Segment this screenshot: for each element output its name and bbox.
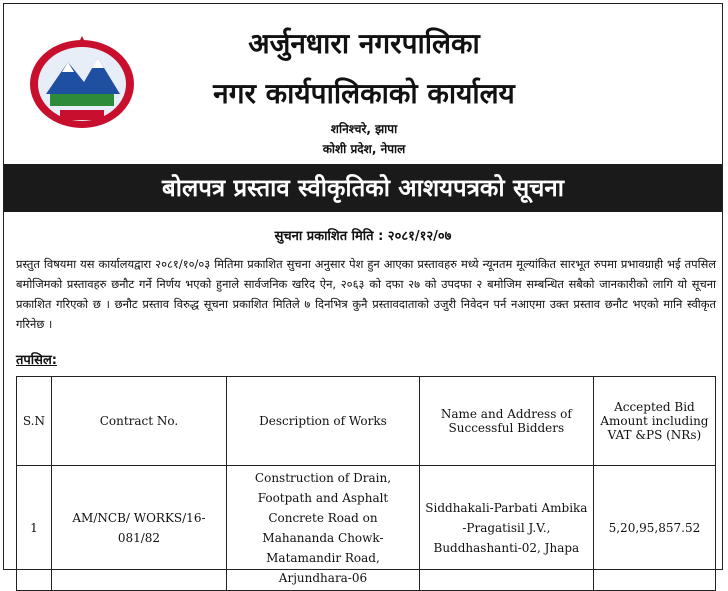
header-bidder: Name and Address of Successful Bidders [419, 377, 593, 466]
cell-bidder: Siddhakali-Parbati Ambika -Pragatisil J.V., Buddhashanti-02, Jhapa [419, 466, 593, 591]
notice-page [3, 3, 723, 585]
address-line-1: शनिश्चरे, झापा [330, 122, 398, 136]
nepal-emblem-icon [26, 32, 138, 130]
cell-contract: AM/NCB/ WORKS/16-081/82 [51, 466, 226, 591]
header-amount: Accepted Bid Amount including VAT &PS (NRs) [593, 377, 715, 466]
table-header-row [17, 377, 716, 466]
cell-description: Construction of Drain, Footpath and Asphalt Concrete Road on Mahananda Chowk-Matamandir Road, Arjundhara-06 [227, 466, 420, 591]
header-sn: S.N [17, 377, 52, 466]
organization-title: अर्जुनधारा नगरपालिका [248, 27, 480, 60]
published-date: सुचना प्रकाशित मिति : २०८१/१२/०७ [274, 229, 452, 244]
table-row [17, 466, 716, 591]
schedule-label: तपसिल: [16, 353, 57, 368]
letterhead [4, 4, 724, 164]
header-description: Description of Works [227, 377, 420, 466]
header-contract: Contract No. [51, 377, 226, 466]
address-line-2: कोशी प्रदेश, नेपाल [322, 142, 406, 156]
notice-paragraph: प्रस्तुत विषयमा यस कार्यालयद्वारा २०८१/१०/०३ मितिमा प्रकाशित सुचना अनुसार पेश हुन आएका प्रस्तावहरु मध्ये न्यूनतम मूल्यांकित सारभूत रुपमा प्रभावग्राही भई तपसिल बमोजिमको प्रस्तावहरु छनौट गर्ने निर्णय भएको हुनाले सार्वजनिक खरिद ऐन, २०६३ को दफा २७ को उपदफा २ बमोजिम सम्बन्धित सबैको जानकारीको लागि यो सूचना प्रकाशित गरिएको छ । छनौट प्रस्ताव विरुद्ध सूचना प्रकाशित मितिले ७ दिनभित्र कुनै प्रस्तावदाताको उजुरी निवेदन पर्न नआएमा उक्त प्रस्ताव छनौट भएको मानि स्वीकृत गरिनेछ । [16, 257, 716, 331]
notice-title-banner: बोलपत्र प्रस्ताव स्वीकृतिको आशयपत्रको सूचना [4, 164, 722, 212]
bid-table [16, 376, 716, 591]
organization-subtitle: नगर कार्यपालिकाको कार्यालय [213, 77, 515, 110]
cell-sn: 1 [17, 466, 52, 591]
cell-amount: 5,20,95,857.52 [593, 466, 715, 591]
